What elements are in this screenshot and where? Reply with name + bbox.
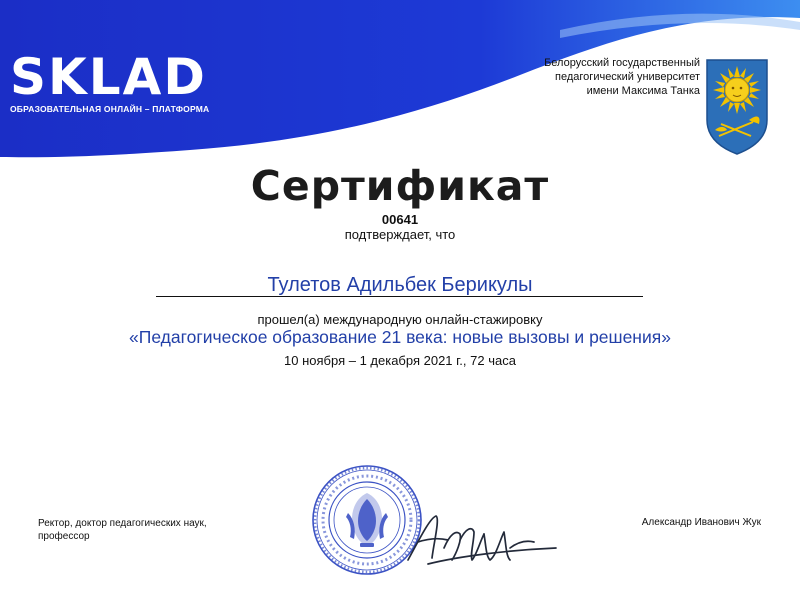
signer-name: Александр Иванович Жук <box>641 517 761 528</box>
course-title: «Педагогическое образование 21 века: новые вызовы и решения» <box>129 327 671 347</box>
sklad-logo <box>10 48 210 114</box>
logo-wordmark: SKLAD <box>10 48 207 106</box>
logo-subtitle: ОБРАЗОВАТЕЛЬНАЯ ОНЛАЙН – ПЛАТФОРМА <box>10 104 210 114</box>
confirms-text: подтверждает, что <box>344 227 456 242</box>
university-line-1: Белорусский государственный <box>544 57 700 69</box>
certificate-number: 00641 <box>381 212 419 227</box>
university-line-3: имени Максима Танка <box>586 85 700 97</box>
certificate-title: Сертификат <box>250 162 550 210</box>
name-underline <box>156 296 643 297</box>
rector-signature <box>400 498 560 576</box>
recipient-name: Тулетов Адильбек Берикулы <box>267 274 533 296</box>
signer-role-line-1: Ректор, доктор педагогических наук, <box>38 518 207 529</box>
university-line-2: педагогический университет <box>555 71 700 83</box>
course-dates: 10 ноября – 1 декабря 2021 г., 72 часа <box>284 353 516 368</box>
signer-role <box>38 517 207 543</box>
completed-text: прошел(а) международную онлайн-стажировку <box>257 312 543 327</box>
university-name <box>480 56 700 98</box>
university-emblem-icon <box>705 56 769 156</box>
signer-role-line-2: профессор <box>38 531 90 542</box>
